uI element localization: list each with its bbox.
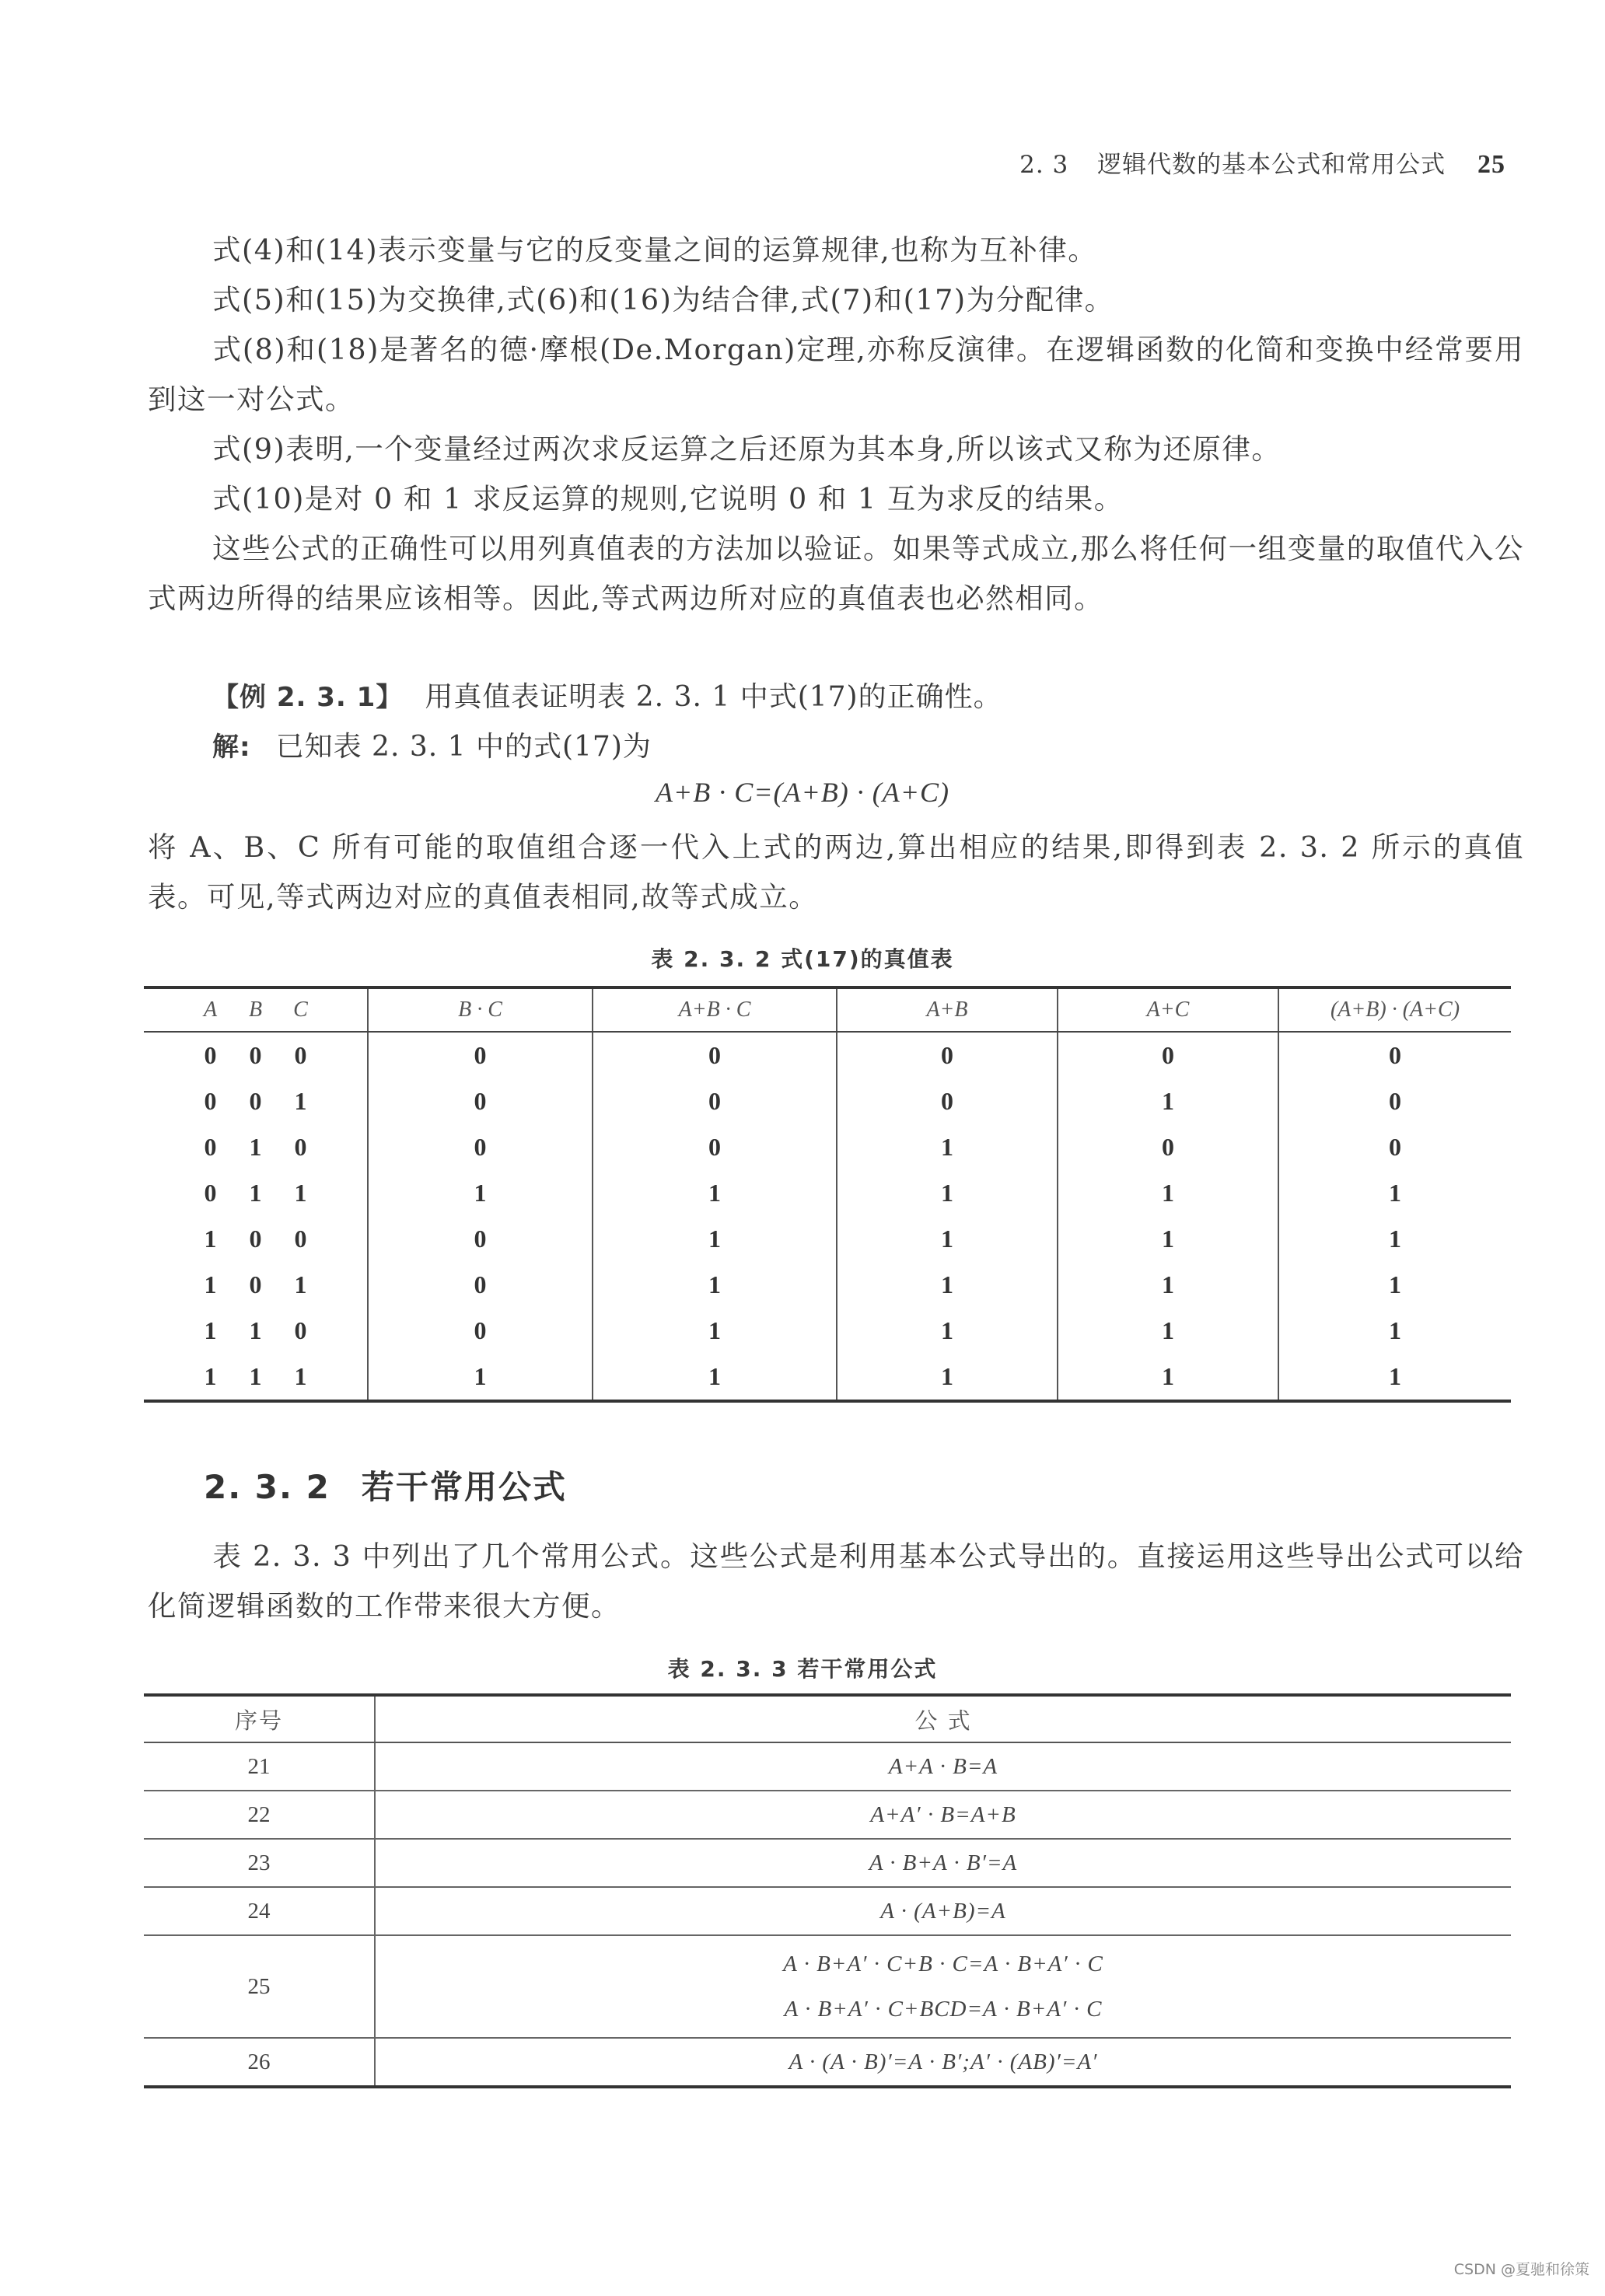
cell-abc: 0 1 0	[204, 1133, 307, 1161]
table-cell: 0	[368, 1124, 593, 1170]
table-cell: 1	[1278, 1354, 1511, 1401]
table-header-row	[144, 987, 1511, 1032]
column-header-abc: A B C	[144, 987, 368, 1032]
table-cell: 0	[593, 1032, 837, 1078]
table-cell: 0	[1058, 1124, 1278, 1170]
formula-text: A · (A · B)′=A · B′;A′ · (AB)′=A′	[789, 2050, 1098, 2074]
formula-number: 22	[144, 1791, 375, 1839]
cell-abc: 0 0 1	[204, 1087, 307, 1115]
table-row	[144, 1078, 1511, 1124]
truth-table	[144, 986, 1511, 1403]
table-cell: 0	[593, 1078, 837, 1124]
table-cell: 0	[368, 1078, 593, 1124]
column-header: A+B	[837, 987, 1058, 1032]
paragraph: 这些公式的正确性可以用列真值表的方法加以验证。如果等式成立,那么将任何一组变量的取值代入公式两边所得的结果应该相等。因此,等式两边所对应的真值表也必然相同。	[148, 532, 1524, 615]
table-cell: 1	[837, 1262, 1058, 1308]
cell-abc: 0 1 1	[204, 1179, 307, 1207]
formula-number: 25	[144, 1935, 375, 2038]
formula-text: A+A · B=A	[888, 1754, 998, 1779]
table-cell: 1	[1058, 1354, 1278, 1401]
table-row	[144, 1935, 1511, 2038]
table-cell: 1	[1058, 1216, 1278, 1262]
paragraph: 表 2. 3. 3 中列出了几个常用公式。这些公式是利用基本公式导出的。直接运用这些导出公式可以给化简逻辑函数的工作带来很大方便。	[148, 1539, 1524, 1623]
table-cell: 0	[1278, 1078, 1511, 1124]
example-label: 【例 2. 3. 1】	[212, 682, 404, 713]
column-header: (A+B) · (A+C)	[1278, 987, 1511, 1032]
column-header: B · C	[368, 987, 593, 1032]
table-cell: 1	[593, 1308, 837, 1354]
table-cell: 1	[593, 1354, 837, 1401]
header-section-number: 2. 3	[1019, 151, 1069, 179]
solution-label: 解:	[212, 732, 251, 763]
formula-cell	[375, 1742, 1511, 1791]
table-cell: 1	[837, 1216, 1058, 1262]
section-heading	[204, 1462, 567, 1508]
table-row	[144, 1262, 1511, 1308]
column-header: A+B · C	[593, 987, 837, 1032]
formula-cell	[375, 2038, 1511, 2087]
column-header: 序号	[144, 1695, 375, 1742]
section-number: 2. 3. 2	[204, 1468, 330, 1506]
page-number: 25	[1477, 150, 1505, 179]
table-row	[144, 1216, 1511, 1262]
table-cell: 0	[368, 1032, 593, 1078]
table-cell: 1	[1278, 1170, 1511, 1216]
table-cell: 0	[837, 1032, 1058, 1078]
table-cell: 0	[837, 1078, 1058, 1124]
table-row	[144, 1839, 1511, 1887]
table-cell: 0	[1278, 1032, 1511, 1078]
table-caption: 表 2. 3. 2 式(17)的真值表	[651, 946, 954, 972]
table-row	[144, 1308, 1511, 1354]
paragraph: 式(10)是对 0 和 1 求反运算的规则,它说明 0 和 1 互为求反的结果。	[212, 482, 1124, 515]
table-cell: 1	[1278, 1262, 1511, 1308]
table-row	[144, 1032, 1511, 1078]
table-header-row	[144, 1695, 1511, 1742]
table-row	[144, 1887, 1511, 1935]
table-row	[144, 1742, 1511, 1791]
paragraph: 式(5)和(15)为交换律,式(6)和(16)为结合律,式(7)和(17)为分配律。	[212, 283, 1114, 316]
table-row	[144, 1354, 1511, 1401]
table-cell: 1	[593, 1262, 837, 1308]
table-caption: 表 2. 3. 3 若干常用公式	[667, 1656, 938, 1682]
solution-text: 已知表 2. 3. 1 中的式(17)为	[275, 731, 652, 763]
table-cell: 1	[1058, 1170, 1278, 1216]
formula-number: 24	[144, 1887, 375, 1935]
table-cell: 1	[1278, 1308, 1511, 1354]
formula-text: A+A′ · B=A+B	[870, 1802, 1016, 1827]
formula-text: A · B+A′ · C+BCD=A · B+A′ · C	[784, 1997, 1103, 2022]
equation: A+B · C=(A+B) · (A+C)	[655, 777, 950, 808]
table-cell: 0	[368, 1216, 593, 1262]
table-cell: 1	[593, 1216, 837, 1262]
formula-table	[144, 1693, 1511, 2088]
table-row	[144, 1124, 1511, 1170]
formula-text: A · B+A′ · C+B · C=A · B+A′ · C	[783, 1952, 1103, 1976]
paragraph: 式(4)和(14)表示变量与它的反变量之间的运算规律,也称为互补律。	[212, 233, 1098, 267]
formula-number: 21	[144, 1742, 375, 1791]
formula-cell	[375, 1887, 1511, 1935]
cell-abc: 1 0 1	[204, 1270, 307, 1298]
table-cell: 1	[368, 1354, 593, 1401]
table-cell: 1	[837, 1354, 1058, 1401]
table-cell: 1	[1058, 1308, 1278, 1354]
cell-abc: 1 1 0	[204, 1316, 307, 1344]
table-cell: 1	[1278, 1216, 1511, 1262]
table-cell: 1	[368, 1170, 593, 1216]
formula-cell	[375, 1839, 1511, 1887]
cell-abc: 1 0 0	[204, 1225, 307, 1253]
column-header: 公 式	[375, 1695, 1511, 1742]
table-cell: 1	[1058, 1078, 1278, 1124]
watermark: CSDN @夏驰和徐策	[1453, 2261, 1589, 2278]
column-header: A+C	[1058, 987, 1278, 1032]
table-row	[144, 1791, 1511, 1839]
cell-abc: 1 1 1	[144, 1354, 368, 1401]
table-cell: 0	[368, 1308, 593, 1354]
formula-cell	[375, 1791, 1511, 1839]
formula-text: A · (A+B)=A	[880, 1899, 1006, 1924]
conclusion-paragraph: 将 A、B、C 所有可能的取值组合逐一代入上式的两边,算出相应的结果,即得到表 2. 3. 2 所示的真值表。可见,等式两边对应的真值表相同,故等式成立。	[148, 830, 1524, 914]
solution-line	[212, 725, 652, 764]
table-cell: 0	[593, 1124, 837, 1170]
formula-text: A · B+A · B′=A	[869, 1850, 1018, 1875]
paragraph: 式(8)和(18)是著名的德·摩根(De.Morgan)定理,亦称反演律。在逻辑函数的化简和变换中经常要用到这一对公式。	[148, 333, 1524, 416]
example-text: 用真值表证明表 2. 3. 1 中式(17)的正确性。	[425, 681, 1002, 713]
cell-abc: 0 0 0	[204, 1041, 307, 1069]
example-heading	[212, 675, 1002, 715]
formula-number: 26	[144, 2038, 375, 2087]
table-cell: 1	[1058, 1262, 1278, 1308]
table-cell: 1	[837, 1124, 1058, 1170]
paragraph: 式(9)表明,一个变量经过两次求反运算之后还原为其本身,所以该式又称为还原律。	[212, 432, 1282, 466]
table-cell: 1	[593, 1170, 837, 1216]
table-cell: 0	[1278, 1124, 1511, 1170]
running-header	[1019, 145, 1505, 180]
formula-cell	[375, 1935, 1511, 2038]
table-row	[144, 1170, 1511, 1216]
table-cell: 0	[368, 1262, 593, 1308]
section-title: 若干常用公式	[361, 1468, 567, 1506]
table-cell: 1	[837, 1308, 1058, 1354]
header-section-title: 逻辑代数的基本公式和常用公式	[1097, 151, 1446, 179]
table-cell: 0	[1058, 1032, 1278, 1078]
formula-number: 23	[144, 1839, 375, 1887]
table-row	[144, 2038, 1511, 2087]
table-cell: 1	[837, 1170, 1058, 1216]
